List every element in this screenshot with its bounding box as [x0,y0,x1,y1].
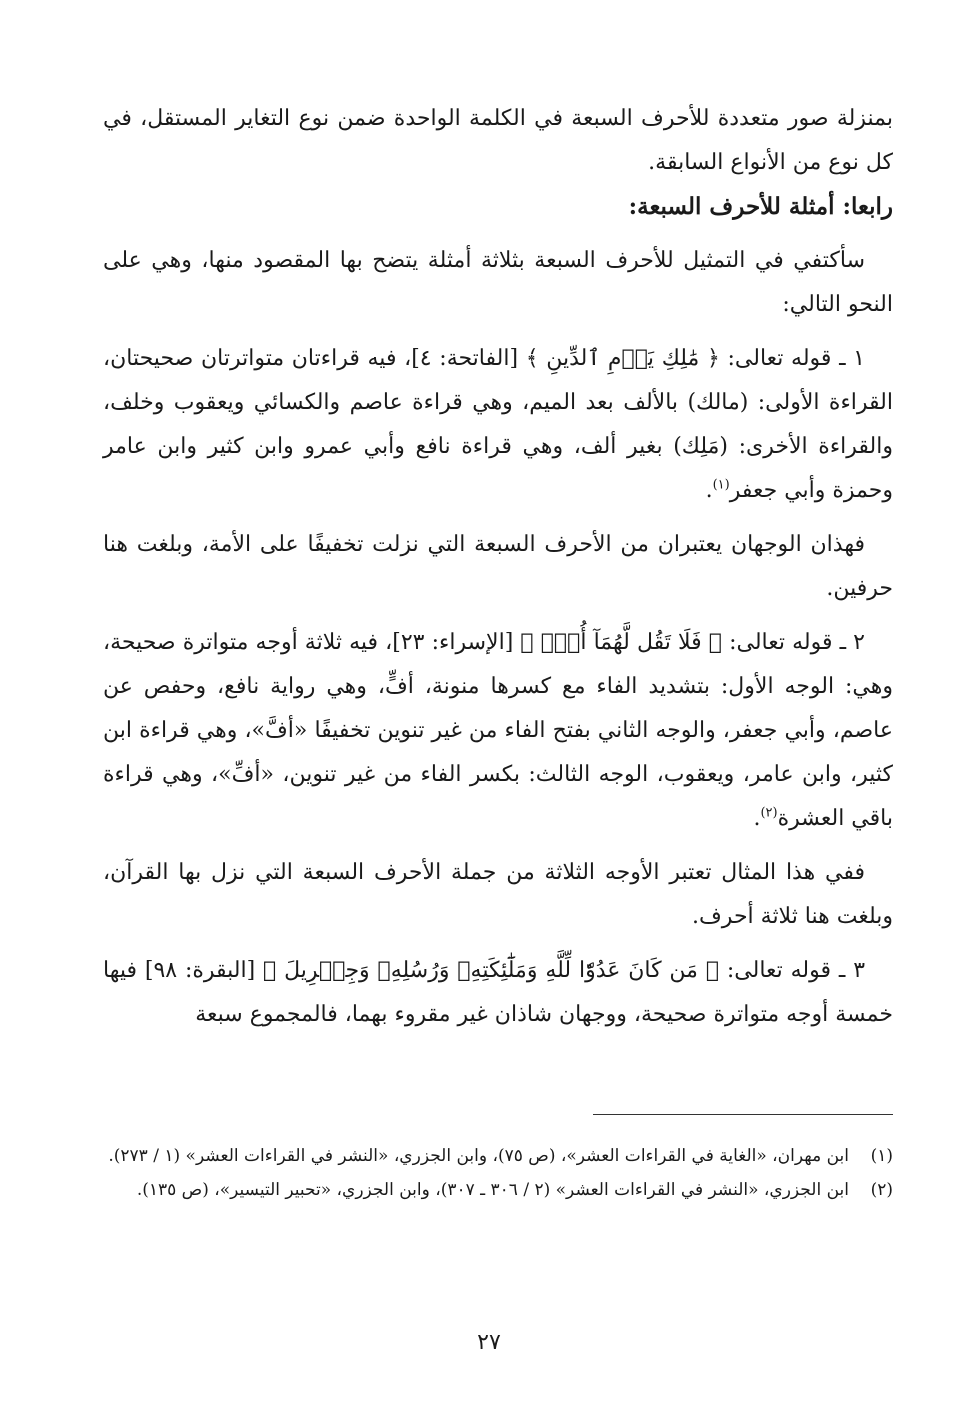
footnote-1 [103,1140,893,1172]
paragraph-example-1 [103,337,893,513]
example-1-text: ١ ـ قوله تعالى: ﴿ مَٰلِكِ يَوۡمِ ٱلدِّينِ ﴾ [الفاتحة: ٤]، فيه قراءتان متواترتان صحيحتان، القراءة الأولى: (مالك) بالألف بعد الميم، وهي قراءة عاصم والكسائي ويعقوب وخلف، والقراءة الأخرى: (مَلِك) بغير ألف، وهي قراءة نافع وأبي عمرو وابن كثير وابن عامر وحمزة وأبي جعفر [103,346,893,503]
footnotes [103,1140,893,1208]
paragraph-example-3: ٣ ـ قوله تعالى: ﴿ مَن كَانَ عَدُوّٗا لِّلَّهِ وَمَلَٰٓئِكَتِهِۦ وَرُسُلِهِۦ وَجِبۡرِيلَ ﴾ [البقرة: ٩٨] فيها خمسة أوجه متواترة صحيحة، ووجهان شاذان غير مقروء بهما، فالمجموع سبعة [103,958,893,1027]
example-2-end: . [753,806,761,831]
section-heading: رابعا: أمثلة للأحرف السبعة: [628,193,893,220]
footnote-ref-1: (١) [712,477,730,493]
example-2-text: ٢ ـ قوله تعالى: ﴿ فَلَا تَقُل لَّهُمَآ أُفّٖ ﴾ [الإسراء: ٢٣]، فيه ثلاثة أوجه متواترة صحيحة، وهي: الوجه الأول: بتشديد الفاء مع كسرها منونة، أفٍّ، وهي رواية نافع، وحفص عن عاصم، وأبي جعفر، والوجه الثاني بفتح الفاء من غير تنوين تخفيفًا «أفَّ»، وهي قراءة ابن كثير، وابن عامر، ويعقوب، الوجه الثالث: بكسر الفاء من غير تنوين، «أفِّ»، وهي قراءة باقي العشرة [103,630,893,831]
footnote-number: (٢) [870,1180,893,1200]
body-text [103,97,893,1037]
footnote-ref-2: (٢) [760,805,778,821]
footnote-text: ابن مهران، «الغاية في القراءات العشر»، (ص ٧٥)، وابن الجزري، «النشر في القراءات العشر» (١ / ٢٧٣). [108,1146,849,1166]
page-number: ٢٧ [477,1330,501,1355]
footnote-divider [593,1114,893,1115]
example-1-end: . [705,478,713,503]
paragraph-continuation: بمنزلة صور متعددة للأحرف السبعة في الكلمة الواحدة ضمن نوع التغاير المستقل، في كل نوع من الأنواع السابقة. [103,106,893,175]
footnote-number: (١) [870,1146,893,1166]
paragraph-example-2-comment: ففي هذا المثال تعتبر الأوجه الثلاثة من جملة الأحرف السبعة التي نزل بها القرآن، وبلغت هنا ثلاثة أحرف. [103,860,893,929]
footnote-text: ابن الجزري، «النشر في القراءات العشر» (٢ / ٣٠٦ ـ ٣٠٧)، وابن الجزري، «تحبير التيسير»، (ص ١٣٥). [136,1180,849,1200]
paragraph-intro: سأكتفي في التمثيل للأحرف السبعة بثلاثة أمثلة يتضح بها المقصود منها، وهي على النحو التالي: [103,248,893,317]
footnote-2 [103,1174,893,1206]
paragraph-example-2 [103,621,893,841]
paragraph-example-1-comment: فهذان الوجهان يعتبران من الأحرف السبعة التي نزلت تخفيفًا على الأمة، وبلغت هنا حرفين. [103,532,893,601]
